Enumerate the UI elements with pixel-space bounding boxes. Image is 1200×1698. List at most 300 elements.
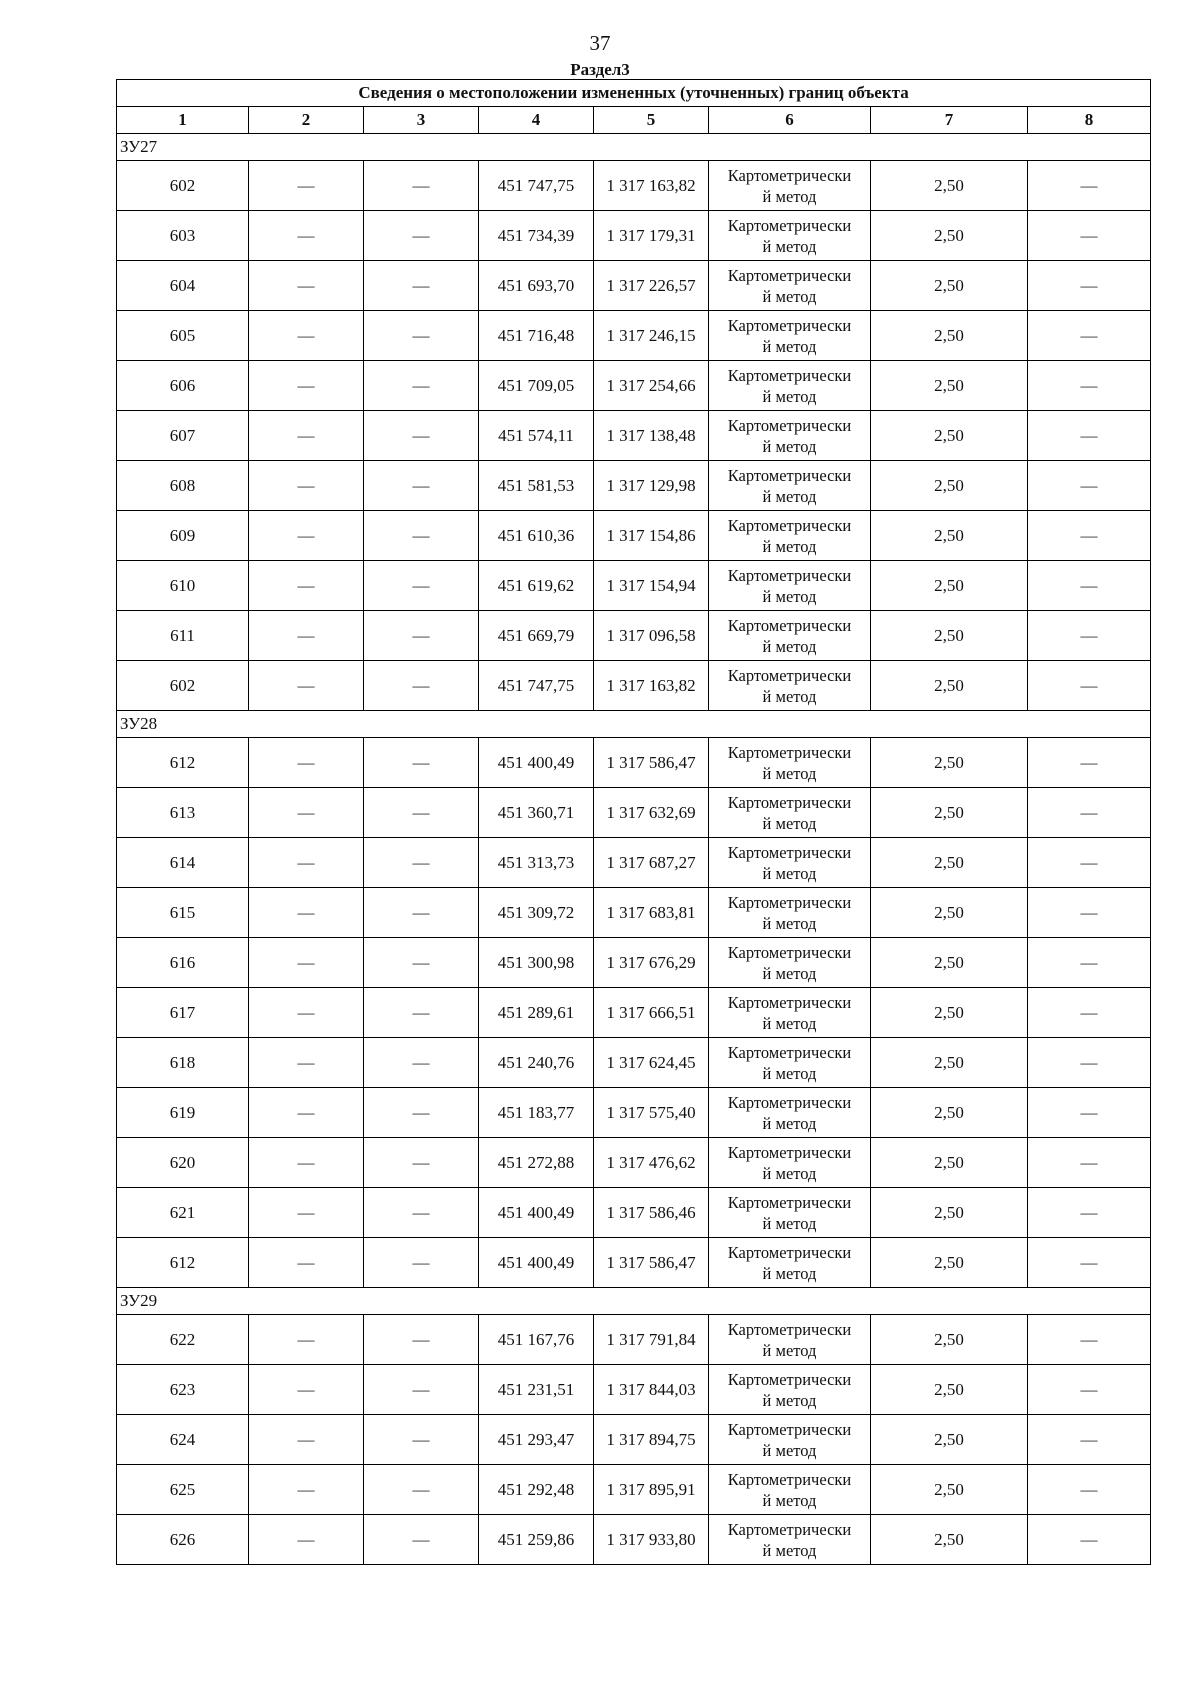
col3-cell: — <box>364 788 479 838</box>
col2-cell: — <box>249 738 364 788</box>
point-number-cell: 612 <box>117 738 249 788</box>
method-line-2: й метод <box>762 1063 817 1083</box>
col8-cell: — <box>1028 888 1151 938</box>
table-row <box>117 661 1151 711</box>
col8-cell: — <box>1028 838 1151 888</box>
col2-cell: — <box>249 888 364 938</box>
point-number-cell: 609 <box>117 511 249 561</box>
x-coordinate-cell: 451 693,70 <box>479 261 594 311</box>
method-cell <box>709 788 871 838</box>
point-number-cell: 623 <box>117 1365 249 1415</box>
x-coordinate-cell: 451 240,76 <box>479 1038 594 1088</box>
table-row <box>117 561 1151 611</box>
method-line-2: й метод <box>762 236 817 256</box>
method-line-2: й метод <box>762 186 817 206</box>
col2-cell: — <box>249 361 364 411</box>
y-coordinate-cell: 1 317 586,47 <box>594 738 709 788</box>
y-coordinate-cell: 1 317 129,98 <box>594 461 709 511</box>
col8-cell: — <box>1028 661 1151 711</box>
col8-cell: — <box>1028 261 1151 311</box>
accuracy-cell: 2,50 <box>871 611 1028 661</box>
table-row <box>117 311 1151 361</box>
accuracy-cell: 2,50 <box>871 1238 1028 1288</box>
y-coordinate-cell: 1 317 575,40 <box>594 1088 709 1138</box>
column-number: 6 <box>709 107 871 134</box>
column-number: 8 <box>1028 107 1151 134</box>
method-cell <box>709 1188 871 1238</box>
method-line-1: Картометрически <box>727 665 852 685</box>
point-number-cell: 617 <box>117 988 249 1038</box>
table-row <box>117 1188 1151 1238</box>
col3-cell: — <box>364 1315 479 1365</box>
point-number-cell: 612 <box>117 1238 249 1288</box>
point-number-cell: 613 <box>117 788 249 838</box>
method-line-2: й метод <box>762 686 817 706</box>
method-cell <box>709 1138 871 1188</box>
x-coordinate-cell: 451 259,86 <box>479 1515 594 1565</box>
accuracy-cell: 2,50 <box>871 561 1028 611</box>
col3-cell: — <box>364 1188 479 1238</box>
col8-cell: — <box>1028 311 1151 361</box>
col2-cell: — <box>249 1515 364 1565</box>
col2-cell: — <box>249 211 364 261</box>
accuracy-cell: 2,50 <box>871 361 1028 411</box>
column-number: 4 <box>479 107 594 134</box>
point-number-cell: 607 <box>117 411 249 461</box>
accuracy-cell: 2,50 <box>871 1138 1028 1188</box>
point-number-cell: 611 <box>117 611 249 661</box>
accuracy-cell: 2,50 <box>871 1038 1028 1088</box>
method-line-1: Картометрически <box>727 615 852 635</box>
table-row <box>117 988 1151 1038</box>
col8-cell: — <box>1028 1138 1151 1188</box>
method-line-2: й метод <box>762 336 817 356</box>
accuracy-cell: 2,50 <box>871 1188 1028 1238</box>
method-cell <box>709 661 871 711</box>
method-line-2: й метод <box>762 536 817 556</box>
y-coordinate-cell: 1 317 683,81 <box>594 888 709 938</box>
col8-cell: — <box>1028 1365 1151 1415</box>
col2-cell: — <box>249 1238 364 1288</box>
col2-cell: — <box>249 1365 364 1415</box>
y-coordinate-cell: 1 317 844,03 <box>594 1365 709 1415</box>
col8-cell: — <box>1028 788 1151 838</box>
x-coordinate-cell: 451 300,98 <box>479 938 594 988</box>
method-line-2: й метод <box>762 386 817 406</box>
y-coordinate-cell: 1 317 138,48 <box>594 411 709 461</box>
method-line-1: Картометрически <box>727 842 852 862</box>
method-line-1: Картометрически <box>727 1369 852 1389</box>
col8-cell: — <box>1028 1465 1151 1515</box>
col8-cell: — <box>1028 1088 1151 1138</box>
method-cell <box>709 1465 871 1515</box>
y-coordinate-cell: 1 317 895,91 <box>594 1465 709 1515</box>
table-row <box>117 1365 1151 1415</box>
method-line-2: й метод <box>762 1113 817 1133</box>
x-coordinate-cell: 451 183,77 <box>479 1088 594 1138</box>
col2-cell: — <box>249 461 364 511</box>
method-line-1: Картометрически <box>727 1242 852 1262</box>
x-coordinate-cell: 451 360,71 <box>479 788 594 838</box>
x-coordinate-cell: 451 400,49 <box>479 1238 594 1288</box>
x-coordinate-cell: 451 747,75 <box>479 661 594 711</box>
accuracy-cell: 2,50 <box>871 988 1028 1038</box>
point-number-cell: 610 <box>117 561 249 611</box>
y-coordinate-cell: 1 317 632,69 <box>594 788 709 838</box>
point-number-cell: 608 <box>117 461 249 511</box>
y-coordinate-cell: 1 317 179,31 <box>594 211 709 261</box>
col2-cell: — <box>249 411 364 461</box>
x-coordinate-cell: 451 619,62 <box>479 561 594 611</box>
boundary-table <box>116 79 1151 1565</box>
col8-cell: — <box>1028 411 1151 461</box>
table-row <box>117 411 1151 461</box>
method-line-1: Картометрически <box>727 1092 852 1112</box>
method-cell <box>709 411 871 461</box>
x-coordinate-cell: 451 581,53 <box>479 461 594 511</box>
point-number-cell: 616 <box>117 938 249 988</box>
accuracy-cell: 2,50 <box>871 661 1028 711</box>
table-row <box>117 838 1151 888</box>
col3-cell: — <box>364 738 479 788</box>
col3-cell: — <box>364 561 479 611</box>
col2-cell: — <box>249 1465 364 1515</box>
col3-cell: — <box>364 411 479 461</box>
col2-cell: — <box>249 1415 364 1465</box>
col3-cell: — <box>364 161 479 211</box>
col3-cell: — <box>364 311 479 361</box>
x-coordinate-cell: 451 313,73 <box>479 838 594 888</box>
table-row <box>117 738 1151 788</box>
y-coordinate-cell: 1 317 154,94 <box>594 561 709 611</box>
accuracy-cell: 2,50 <box>871 788 1028 838</box>
method-line-2: й метод <box>762 1490 817 1510</box>
method-line-2: й метод <box>762 763 817 783</box>
method-line-1: Картометрически <box>727 992 852 1012</box>
col2-cell: — <box>249 561 364 611</box>
col2-cell: — <box>249 261 364 311</box>
accuracy-cell: 2,50 <box>871 1465 1028 1515</box>
y-coordinate-cell: 1 317 676,29 <box>594 938 709 988</box>
col8-cell: — <box>1028 161 1151 211</box>
y-coordinate-cell: 1 317 586,47 <box>594 1238 709 1288</box>
column-number: 2 <box>249 107 364 134</box>
parcel-label: ЗУ28 <box>117 711 1151 738</box>
column-number: 1 <box>117 107 249 134</box>
point-number-cell: 614 <box>117 838 249 888</box>
col2-cell: — <box>249 1315 364 1365</box>
point-number-cell: 615 <box>117 888 249 938</box>
col8-cell: — <box>1028 938 1151 988</box>
col8-cell: — <box>1028 988 1151 1038</box>
method-cell <box>709 938 871 988</box>
method-line-2: й метод <box>762 1540 817 1560</box>
method-line-2: й метод <box>762 636 817 656</box>
x-coordinate-cell: 451 716,48 <box>479 311 594 361</box>
col2-cell: — <box>249 611 364 661</box>
table-caption-row <box>117 80 1151 107</box>
x-coordinate-cell: 451 734,39 <box>479 211 594 261</box>
x-coordinate-cell: 451 669,79 <box>479 611 594 661</box>
accuracy-cell: 2,50 <box>871 161 1028 211</box>
method-cell <box>709 1038 871 1088</box>
method-line-1: Картометрически <box>727 792 852 812</box>
method-cell <box>709 838 871 888</box>
accuracy-cell: 2,50 <box>871 1088 1028 1138</box>
method-line-1: Картометрически <box>727 415 852 435</box>
table-row <box>117 1138 1151 1188</box>
x-coordinate-cell: 451 574,11 <box>479 411 594 461</box>
point-number-cell: 626 <box>117 1515 249 1565</box>
x-coordinate-cell: 451 400,49 <box>479 738 594 788</box>
y-coordinate-cell: 1 317 096,58 <box>594 611 709 661</box>
method-line-2: й метод <box>762 1013 817 1033</box>
method-line-1: Картометрически <box>727 465 852 485</box>
table-row <box>117 888 1151 938</box>
method-line-1: Картометрически <box>727 1192 852 1212</box>
method-line-2: й метод <box>762 863 817 883</box>
col8-cell: — <box>1028 461 1151 511</box>
col3-cell: — <box>364 1088 479 1138</box>
method-line-1: Картометрически <box>727 942 852 962</box>
method-line-2: й метод <box>762 586 817 606</box>
x-coordinate-cell: 451 167,76 <box>479 1315 594 1365</box>
method-line-2: й метод <box>762 1340 817 1360</box>
method-cell <box>709 1365 871 1415</box>
accuracy-cell: 2,50 <box>871 261 1028 311</box>
col3-cell: — <box>364 1415 479 1465</box>
method-line-2: й метод <box>762 813 817 833</box>
method-cell <box>709 1238 871 1288</box>
table-row <box>117 461 1151 511</box>
accuracy-cell: 2,50 <box>871 461 1028 511</box>
y-coordinate-cell: 1 317 791,84 <box>594 1315 709 1365</box>
x-coordinate-cell: 451 709,05 <box>479 361 594 411</box>
point-number-cell: 620 <box>117 1138 249 1188</box>
col2-cell: — <box>249 1038 364 1088</box>
col8-cell: — <box>1028 1315 1151 1365</box>
table-row <box>117 938 1151 988</box>
point-number-cell: 602 <box>117 661 249 711</box>
col2-cell: — <box>249 511 364 561</box>
y-coordinate-cell: 1 317 666,51 <box>594 988 709 1038</box>
method-line-1: Картометрически <box>727 265 852 285</box>
x-coordinate-cell: 451 272,88 <box>479 1138 594 1188</box>
accuracy-cell: 2,50 <box>871 1515 1028 1565</box>
column-number: 5 <box>594 107 709 134</box>
col2-cell: — <box>249 838 364 888</box>
col8-cell: — <box>1028 1238 1151 1288</box>
accuracy-cell: 2,50 <box>871 411 1028 461</box>
method-line-1: Картометрически <box>727 1419 852 1439</box>
point-number-cell: 605 <box>117 311 249 361</box>
accuracy-cell: 2,50 <box>871 1365 1028 1415</box>
x-coordinate-cell: 451 747,75 <box>479 161 594 211</box>
col3-cell: — <box>364 1038 479 1088</box>
y-coordinate-cell: 1 317 894,75 <box>594 1415 709 1465</box>
table-caption: Сведения о местоположении измененных (уточненных) границ объекта <box>117 80 1151 107</box>
accuracy-cell: 2,50 <box>871 211 1028 261</box>
parcel-group-row <box>117 134 1151 161</box>
y-coordinate-cell: 1 317 154,86 <box>594 511 709 561</box>
y-coordinate-cell: 1 317 624,45 <box>594 1038 709 1088</box>
table-row <box>117 1088 1151 1138</box>
column-number: 3 <box>364 107 479 134</box>
x-coordinate-cell: 451 400,49 <box>479 1188 594 1238</box>
y-coordinate-cell: 1 317 163,82 <box>594 161 709 211</box>
method-line-2: й метод <box>762 286 817 306</box>
y-coordinate-cell: 1 317 586,46 <box>594 1188 709 1238</box>
col3-cell: — <box>364 661 479 711</box>
method-cell <box>709 888 871 938</box>
method-line-1: Картометрически <box>727 892 852 912</box>
parcel-label: ЗУ27 <box>117 134 1151 161</box>
x-coordinate-cell: 451 293,47 <box>479 1415 594 1465</box>
col8-cell: — <box>1028 738 1151 788</box>
col2-cell: — <box>249 1188 364 1238</box>
y-coordinate-cell: 1 317 163,82 <box>594 661 709 711</box>
point-number-cell: 603 <box>117 211 249 261</box>
col2-cell: — <box>249 661 364 711</box>
page-number: 37 <box>589 31 611 55</box>
col3-cell: — <box>364 1365 479 1415</box>
point-number-cell: 618 <box>117 1038 249 1088</box>
method-line-1: Картометрически <box>727 365 852 385</box>
table-row <box>117 161 1151 211</box>
method-line-1: Картометрически <box>727 1319 852 1339</box>
accuracy-cell: 2,50 <box>871 511 1028 561</box>
table-row <box>117 1515 1151 1565</box>
column-number-row <box>117 107 1151 134</box>
method-line-1: Картометрически <box>727 1469 852 1489</box>
col8-cell: — <box>1028 511 1151 561</box>
x-coordinate-cell: 451 309,72 <box>479 888 594 938</box>
col2-cell: — <box>249 311 364 361</box>
table-row <box>117 1038 1151 1088</box>
point-number-cell: 624 <box>117 1415 249 1465</box>
point-number-cell: 625 <box>117 1465 249 1515</box>
col3-cell: — <box>364 838 479 888</box>
col3-cell: — <box>364 938 479 988</box>
y-coordinate-cell: 1 317 246,15 <box>594 311 709 361</box>
y-coordinate-cell: 1 317 687,27 <box>594 838 709 888</box>
col2-cell: — <box>249 788 364 838</box>
x-coordinate-cell: 451 289,61 <box>479 988 594 1038</box>
method-line-1: Картометрически <box>727 1142 852 1162</box>
method-cell <box>709 261 871 311</box>
col3-cell: — <box>364 211 479 261</box>
method-line-2: й метод <box>762 963 817 983</box>
method-cell <box>709 738 871 788</box>
col3-cell: — <box>364 1138 479 1188</box>
col3-cell: — <box>364 1238 479 1288</box>
table-row <box>117 1465 1151 1515</box>
method-line-2: й метод <box>762 1263 817 1283</box>
method-cell <box>709 561 871 611</box>
parcel-group-row <box>117 1288 1151 1315</box>
accuracy-cell: 2,50 <box>871 1415 1028 1465</box>
table-row <box>117 1238 1151 1288</box>
y-coordinate-cell: 1 317 933,80 <box>594 1515 709 1565</box>
section-title: Раздел3 <box>570 60 630 79</box>
method-cell <box>709 1088 871 1138</box>
col3-cell: — <box>364 888 479 938</box>
point-number-cell: 622 <box>117 1315 249 1365</box>
col8-cell: — <box>1028 1515 1151 1565</box>
method-cell <box>709 1515 871 1565</box>
col8-cell: — <box>1028 1188 1151 1238</box>
table-row <box>117 261 1151 311</box>
point-number-cell: 606 <box>117 361 249 411</box>
accuracy-cell: 2,50 <box>871 838 1028 888</box>
table-row <box>117 1415 1151 1465</box>
col2-cell: — <box>249 161 364 211</box>
accuracy-cell: 2,50 <box>871 311 1028 361</box>
x-coordinate-cell: 451 292,48 <box>479 1465 594 1515</box>
method-line-1: Картометрически <box>727 1042 852 1062</box>
point-number-cell: 619 <box>117 1088 249 1138</box>
method-line-2: й метод <box>762 486 817 506</box>
col3-cell: — <box>364 511 479 561</box>
table-row <box>117 361 1151 411</box>
col3-cell: — <box>364 361 479 411</box>
method-line-1: Картометрически <box>727 215 852 235</box>
y-coordinate-cell: 1 317 254,66 <box>594 361 709 411</box>
col3-cell: — <box>364 1515 479 1565</box>
method-cell <box>709 1315 871 1365</box>
table-row <box>117 611 1151 661</box>
method-line-2: й метод <box>762 1163 817 1183</box>
col2-cell: — <box>249 988 364 1038</box>
table-row <box>117 788 1151 838</box>
col3-cell: — <box>364 261 479 311</box>
method-cell <box>709 511 871 561</box>
method-cell <box>709 611 871 661</box>
table-row <box>117 1315 1151 1365</box>
x-coordinate-cell: 451 231,51 <box>479 1365 594 1415</box>
table-row <box>117 211 1151 261</box>
col8-cell: — <box>1028 361 1151 411</box>
method-cell <box>709 211 871 261</box>
point-number-cell: 604 <box>117 261 249 311</box>
col2-cell: — <box>249 938 364 988</box>
col2-cell: — <box>249 1088 364 1138</box>
method-cell <box>709 1415 871 1465</box>
accuracy-cell: 2,50 <box>871 888 1028 938</box>
method-cell <box>709 361 871 411</box>
method-cell <box>709 461 871 511</box>
col8-cell: — <box>1028 211 1151 261</box>
method-cell <box>709 311 871 361</box>
point-number-cell: 602 <box>117 161 249 211</box>
method-cell <box>709 988 871 1038</box>
col3-cell: — <box>364 988 479 1038</box>
method-line-2: й метод <box>762 1440 817 1460</box>
col8-cell: — <box>1028 1415 1151 1465</box>
method-line-1: Картометрически <box>727 165 852 185</box>
point-number-cell: 621 <box>117 1188 249 1238</box>
method-line-2: й метод <box>762 436 817 456</box>
accuracy-cell: 2,50 <box>871 738 1028 788</box>
method-cell <box>709 161 871 211</box>
col3-cell: — <box>364 461 479 511</box>
accuracy-cell: 2,50 <box>871 1315 1028 1365</box>
method-line-1: Картометрически <box>727 565 852 585</box>
method-line-2: й метод <box>762 1390 817 1410</box>
parcel-label: ЗУ29 <box>117 1288 1151 1315</box>
parcel-group-row <box>117 711 1151 738</box>
col8-cell: — <box>1028 1038 1151 1088</box>
